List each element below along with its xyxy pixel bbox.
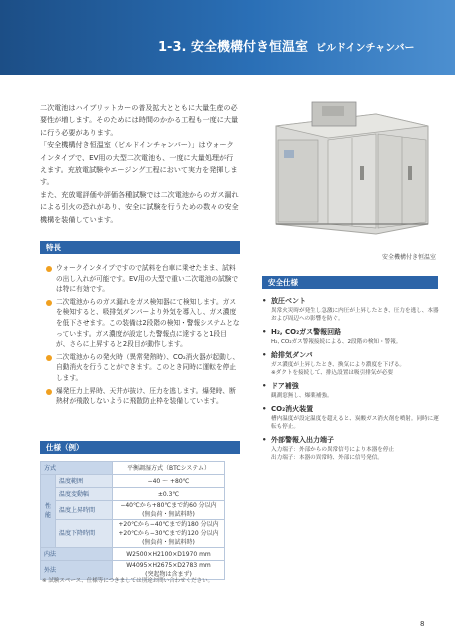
spec-label: 方式: [41, 462, 113, 475]
features-list: [46, 263, 240, 409]
spec-value: W4095×H2675×D2783 mm (突起物は含まず): [113, 561, 225, 580]
safety-item: [262, 404, 442, 431]
safety-title: • ドア補強: [262, 381, 442, 392]
feature-item: [46, 297, 240, 350]
page-title: [158, 36, 414, 55]
spec-group-label: 性能: [41, 475, 56, 548]
feature-item: [46, 386, 240, 407]
safety-title: • 給排気ダンパ: [262, 350, 442, 361]
spec-table: [40, 461, 225, 580]
safety-list: [262, 296, 442, 466]
table-row: [41, 520, 225, 548]
bullet-icon: [46, 266, 52, 272]
spec-label: 温度変動幅: [56, 488, 113, 501]
intro-paragraph: 「安全機構付き恒温室（ビルドインチャンバー）」はウォークインタイプで、EV用の大型二次電池も、一度に大量処理が行えます。充放電試験やエージング工程において実力を発揮します。: [40, 140, 238, 187]
safety-item: [262, 296, 442, 323]
photo-caption: 安全機構付き恒温室: [381, 254, 436, 261]
safety-title: • 放圧ベント: [262, 296, 442, 307]
safety-title: • H₂, CO₂ガス警報回路: [262, 327, 442, 338]
bullet-icon: [46, 389, 52, 395]
page-title-main: 1-3. 安全機構付き恒温室: [158, 40, 308, 55]
safety-title: • 外部警報入出力端子: [262, 435, 442, 446]
page-header: [0, 0, 455, 75]
features-heading: 特長: [40, 241, 240, 254]
spec-heading: 仕様（例）: [40, 441, 240, 454]
feature-item: [46, 352, 240, 384]
safety-desc: 観測窓無し、爆薬補強。: [271, 393, 333, 399]
feature-text: 爆発圧力上昇時、天井が抜け、圧力を逃します。爆発時、断熱材が飛散しないように飛散防止枠を装備しています。: [56, 386, 236, 406]
safety-item: [262, 435, 442, 462]
spec-value: ±0.3℃: [113, 488, 225, 501]
spec-label: 温度下降時間: [56, 520, 113, 548]
page-title-sub: ビルドインチャンバー: [315, 43, 415, 54]
spec-value: +20℃から−40℃まで約180 分以内 +20℃から−30℃まで約120 分以内 (無負荷・無試料時): [113, 520, 225, 548]
table-row: [41, 488, 225, 501]
safety-desc: 異常火災時が発生し急激に内圧が上昇したとき、圧力を逃し、本器および周辺への影響を防ぐ。: [271, 308, 439, 322]
feature-text: 二次電池からの発火時（異常発熱時）、CO₂消火器が起動し、自動消火を行うことができます。このとき同時に運転を停止します。: [56, 352, 240, 382]
table-row: [41, 501, 225, 520]
safety-desc: ガス濃度が上昇したとき、換気により濃度を下げる。 ※ダクトを接続して、排込設置は吸引排気が必要: [271, 362, 406, 376]
intro-paragraph: 二次電池はハイブリットカーの普及拡大とともに大量生産の必要性が増します。そのためには時間のかかる工程も一度に大量に行う必要があります。: [40, 103, 239, 137]
intro-text: [40, 102, 240, 226]
safety-title: • CO₂消火装置: [262, 404, 442, 415]
spec-value: W2500×H2100×D1970 mm: [113, 548, 225, 561]
bullet-icon: [46, 355, 52, 361]
spec-label: 温度上昇時間: [56, 501, 113, 520]
spec-value: 平衡調湿方式（BTCシステム）: [113, 462, 225, 475]
spec-value: −40 〜 +80℃: [113, 475, 225, 488]
safety-item: [262, 350, 442, 377]
table-row: [41, 548, 225, 561]
intro-paragraph: また、充放電評価や評価各種試験では二次電池からのガス漏れによる引火の恐れがあり、安全に試験を行うための数々の安全機構を装備しています。: [40, 189, 239, 224]
table-row: [41, 475, 225, 488]
spec-value: −40℃から+80℃まで約60 分以内 (無負荷・無試料時): [113, 501, 225, 520]
safety-item: [262, 381, 442, 400]
feature-item: [46, 263, 240, 295]
chamber-photo: [256, 96, 436, 246]
feature-text: ウォークインタイプですので試料を台車に乗せたまま、試料の出し入れが可能です。EV用の大型で重い二次電池の試験では特に有効です。: [56, 264, 239, 294]
spec-label: 温度範囲: [56, 475, 113, 488]
spec-footnote: ※ 試験スペース、仕様等につきましては別途お問い合わせください。: [42, 578, 214, 584]
spec-label: 外法: [41, 561, 113, 580]
safety-desc: H₂, CO₂ガス警報接続による、2段階の検知・警報。: [271, 339, 402, 345]
bullet-icon: [46, 300, 52, 306]
safety-desc: 入力端子：外部からの異常信号により本器を停止 出力端子：本器の異常時、外部に信号発信。: [271, 447, 395, 461]
page-number: 8: [420, 620, 425, 628]
safety-heading: 安全仕様: [262, 276, 438, 289]
spec-label: 内法: [41, 548, 113, 561]
safety-desc: 槽内温度が設定温度を超えると、炭酸ガス消火剤を噴射。同時に運転も停止。: [271, 416, 439, 430]
safety-item: [262, 327, 442, 346]
table-row: [41, 462, 225, 475]
feature-text: 二次電池からのガス漏れをガス検知器にて検知します。ガスを検知すると、吸排気ダンパーより外気を導入し、ガス濃度を低下させます。この装備は2段階の検知・警報システムとなっています。ガス濃度が設定した警報点に達すると1段目が、さらに上昇すると2段目が動作します。: [56, 297, 240, 349]
